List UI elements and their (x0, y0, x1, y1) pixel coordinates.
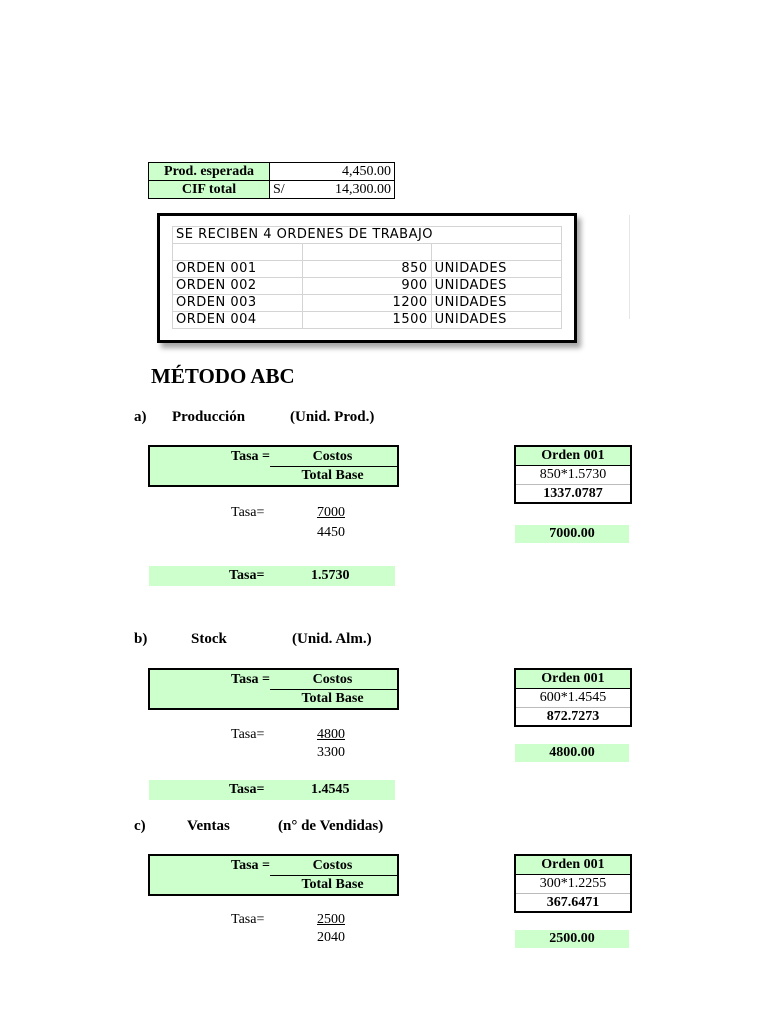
green-result: 7000.00 (515, 525, 629, 543)
tasa-result-label: Tasa= (229, 782, 265, 797)
tasa-eq-label: Tasa = (231, 672, 270, 687)
section-name: Producción (172, 409, 246, 425)
order-row (173, 295, 562, 312)
denominator: 4450 (317, 525, 345, 540)
section-unit: (Unid. Alm.) (292, 631, 372, 647)
green-result: 4800.00 (515, 744, 629, 762)
section-letter: c) (134, 818, 146, 834)
order-name: ORDEN 001 (173, 261, 303, 278)
orders-header: SE RECIBEN 4 ORDENES DE TRABAJO (173, 227, 562, 244)
order-box-formula: 850*1.5730 (539, 467, 607, 482)
costos-underline (270, 447, 397, 467)
tasa-label: Tasa= (231, 727, 265, 742)
green-result: 2500.00 (515, 930, 629, 948)
costos-underline (270, 856, 397, 876)
order-unit: UNIDADES (431, 295, 561, 312)
cif-label: CIF total (149, 181, 270, 199)
cif-value: 14,300.00 (328, 181, 395, 199)
order-name: ORDEN 003 (173, 295, 303, 312)
section-letter: b) (134, 631, 148, 647)
tasa-result-label: Tasa= (229, 568, 265, 583)
section-name: Ventas (187, 818, 230, 834)
denominator: 2040 (317, 930, 345, 945)
tasa-label: Tasa= (231, 912, 265, 927)
total-base-label: Total Base (301, 468, 364, 483)
formula-box (148, 854, 399, 896)
section-unit: (n° de Vendidas) (278, 818, 384, 834)
tasa-eq-label: Tasa = (231, 858, 270, 873)
summary-table (148, 162, 395, 199)
order-qty: 1200 (303, 295, 431, 312)
section-name: Stock (191, 631, 227, 647)
order-box-formula: 300*1.2255 (539, 876, 607, 891)
divider (629, 215, 630, 319)
order-unit: UNIDADES (431, 261, 561, 278)
costos-label: Costos (312, 672, 353, 687)
section-letter: a) (134, 409, 147, 425)
order-row (173, 278, 562, 295)
order-box-result: 872.7273 (516, 707, 630, 726)
numerator: 4800 (317, 727, 345, 742)
summary-row-cif (149, 181, 395, 199)
orders-grid (172, 226, 562, 329)
prod-label: Prod. esperada (149, 163, 270, 181)
numerator: 2500 (317, 912, 345, 927)
order-name: ORDEN 002 (173, 278, 303, 295)
order-box-formula: 600*1.4545 (539, 690, 607, 705)
total-base-label: Total Base (301, 877, 364, 892)
order-unit: UNIDADES (431, 278, 561, 295)
tasa-result-value: 1.4545 (311, 782, 350, 797)
order-box (514, 445, 632, 504)
tasa-result-bar (149, 780, 395, 800)
cif-currency: S/ (270, 181, 329, 199)
total-base-label: Total Base (301, 691, 364, 706)
order-row (173, 312, 562, 329)
order-qty: 900 (303, 278, 431, 295)
order-box-result: 367.6471 (516, 893, 630, 912)
order-box (514, 668, 632, 727)
summary-row-prod (149, 163, 395, 181)
tasa-eq-label: Tasa = (231, 449, 270, 464)
order-box-result: 1337.0787 (516, 484, 630, 503)
costos-label: Costos (312, 858, 353, 873)
orders-empty-row (173, 244, 562, 261)
order-unit: UNIDADES (431, 312, 561, 329)
order-box-header: Orden 001 (516, 856, 630, 875)
order-row (173, 261, 562, 278)
order-box (514, 854, 632, 913)
costos-label: Costos (312, 449, 353, 464)
formula-box (148, 668, 399, 710)
tasa-result-bar (149, 566, 395, 586)
order-name: ORDEN 004 (173, 312, 303, 329)
order-box-header: Orden 001 (516, 447, 630, 466)
formula-box (148, 445, 399, 487)
denominator: 3300 (317, 745, 345, 760)
prod-value: 4,450.00 (270, 163, 395, 181)
orders-box (157, 213, 577, 343)
page-title: MÉTODO ABC (151, 364, 295, 388)
section-unit: (Unid. Prod.) (290, 409, 375, 425)
order-box-header: Orden 001 (516, 670, 630, 689)
order-qty: 1500 (303, 312, 431, 329)
tasa-label: Tasa= (231, 505, 265, 520)
order-qty: 850 (303, 261, 431, 278)
tasa-result-value: 1.5730 (311, 568, 350, 583)
numerator: 7000 (317, 505, 345, 520)
costos-underline (270, 670, 397, 690)
